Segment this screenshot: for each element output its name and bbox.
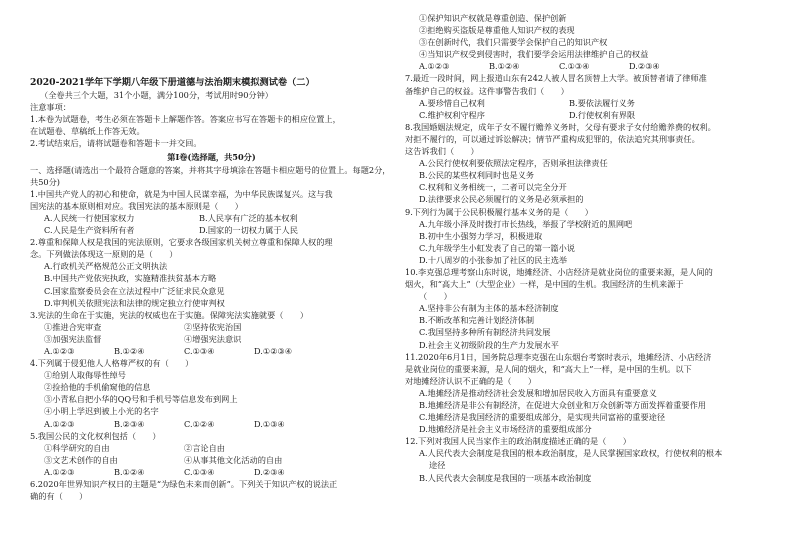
notice-head: 注意事项： — [30, 102, 71, 113]
statement-2: ②拒绝购买盗版是尊重他人知识产权的表现 — [419, 25, 575, 36]
answer-option-row — [405, 109, 777, 121]
option-b: B.公民的某些权利同时也是义务 — [419, 170, 535, 181]
option-c: C.①③④ — [184, 466, 215, 477]
question-stem: 这告诉我们（ ） — [405, 146, 479, 157]
answer-option-row — [30, 418, 393, 430]
option-c: C.①②④ — [184, 418, 215, 429]
option-d: D.②③④ — [254, 466, 285, 477]
part-one-title: 第Ⅰ卷(选择题，共50分) — [167, 152, 256, 163]
notice-item: 2.考试结束后，请将试题卷和答题卡一并交回。 — [30, 138, 202, 149]
option-b: B.②③④ — [114, 418, 145, 429]
option-a: A.行政机关严格规范公正文明执法 — [44, 261, 168, 272]
option-d: D.行使权利有界限 — [569, 109, 636, 120]
option-b: B.人民享有广泛的基本权利 — [199, 212, 298, 223]
answer-option-row — [30, 224, 393, 236]
question-stem: 国宪法的基本原则相对应。我国宪法的基本原则是（ ） — [30, 200, 243, 211]
question-stem: 5.我国公民的文化权利包括（ ） — [30, 430, 161, 441]
question-stem: 2.尊重和保障人权是我国的宪法原则，它要求各级国家机关树立尊重和保障人权的理 — [30, 237, 333, 248]
option-b: B.不断改革和完善计划经济体制 — [419, 315, 535, 326]
option-b: B.①②④ — [489, 61, 520, 72]
statement-3: ③在创新时代，我们只需要学会保护自己的知识产权 — [419, 37, 608, 48]
question-stem: 7.最近一段时间，网上报道山东有242人被人冒名顶替上大学。被顶替者请了律师准 — [405, 73, 707, 84]
question-stem: 10.李克强总理考察山东时说，地摊经济、小店经济是就业岗位的重要来源，是人间的 — [405, 266, 713, 277]
exam-meta: （全卷共三个大题，31个小题，满分100分，考试用时90分钟） — [40, 90, 273, 100]
option-a: A.①②③ — [44, 345, 75, 356]
statement-4: ④增强宪法意识 — [184, 333, 242, 344]
question-stem: 9.下列行为属于公民积极履行基本义务的是（ ） — [405, 206, 593, 217]
question-stem: 是就业岗位的重要来源，是人间的烟火，和“高大上”一样，是中国的生机。以下 — [405, 363, 692, 374]
option-b: B.初中生小强努力学习，积极进取 — [419, 230, 543, 241]
statement-row — [30, 333, 393, 345]
question-stem: 对地摊经济认识不正确的是（ ） — [405, 375, 537, 386]
section-instructions: 一、选择题(请选出一个最符合题意的答案，并将其字母填涂在答题卡相应题号的位置上。每题2分，共50分) — [30, 164, 391, 187]
statement-row — [30, 454, 393, 466]
statement-3: ③小青私自把小华的QQ号和手机号等信息发布到网上 — [44, 394, 238, 405]
statement-1: ①推进合宪审查 — [44, 321, 102, 332]
option-a: A.九年级小泽及时拨打市长热线，举报了学校附近的黑网吧 — [419, 218, 633, 229]
option-a-continued: 途径 — [429, 460, 446, 471]
question-stem: 念。下列做法体现这一原则的是（ ） — [30, 249, 178, 260]
question-stem: 烟火，和“高大上”（大型企业）一样，是中国的生机。我国经济的生机来源于 — [405, 279, 684, 290]
answer-option-row — [30, 466, 393, 478]
option-a: A.①②③ — [44, 418, 75, 429]
answer-option-row — [405, 97, 777, 109]
question-stem: 3.宪法的生命在于实施，宪法的权威也在于实施。保障宪法实施就要（ ） — [30, 309, 309, 320]
option-a: A.人民代表大会制度是我国的根本政治制度，是人民掌握国家政权，行使权利的根本 — [419, 448, 723, 459]
option-b: B.①②④ — [114, 466, 145, 477]
statement-4: ④小明上学迟到被上小光的名字 — [44, 406, 159, 417]
statement-2: ②言论自由 — [184, 442, 225, 453]
option-c: C.人民是生产资料所有者 — [44, 225, 135, 236]
question-stem: （ ） — [419, 291, 452, 302]
question-stem: 1.中国共产党人的初心和使命，就是为中国人民谋幸福，为中华民族谋复兴。这与我 — [30, 188, 333, 199]
question-stem: 4.下列属于侵犯他人人格尊严权的有（ ） — [30, 358, 194, 369]
question-stem: 对拒不履行的，可以通过诉讼解决；情节严重构成犯罪的，依法追究其刑事责任。 — [405, 133, 700, 144]
option-a: A.公民行使权利要依照法定程序，否则承担法律责任 — [419, 158, 608, 169]
statement-2: ②捡拾他的手机偷窥他的信息 — [44, 382, 151, 393]
notice-item: 在试题卷、草稿纸上作答无效。 — [30, 126, 145, 137]
question-stem: 11.2020年6月1日，国务院总理李克强在山东烟台考察时表示，地摊经济、小店经济 — [405, 351, 712, 362]
left-column — [30, 0, 393, 502]
option-c: C.国家监察委员会在立法过程中广泛征求民众意见 — [44, 285, 225, 296]
option-b: B.地摊经济是非公有制经济，在促进大众创业和万众创新等方面发挥着重要作用 — [419, 400, 706, 410]
option-d: D.①③④ — [254, 418, 285, 429]
option-a: A.人民统一行使国家权力 — [44, 212, 135, 223]
option-d: D.①②③④ — [254, 345, 293, 356]
option-c: C.我国坚持多种所有制经济共同发展 — [419, 327, 551, 338]
statement-row — [30, 442, 393, 454]
question-stem: 确的有（ ） — [30, 491, 88, 502]
statement-2: ②坚持依宪治国 — [184, 321, 242, 332]
statement-3: ③文艺术创作的自由 — [44, 454, 118, 465]
option-b: B.要依法履行义务 — [569, 97, 635, 108]
question-stem: 12.下列对我国人民当家作主的政治制度描述正确的是（ ） — [405, 436, 631, 447]
statement-1: ①科学研究的自由 — [44, 442, 110, 453]
option-b: B.①②④ — [114, 345, 145, 356]
notice-item: 1.本卷为试题卷，考生必须在答题卡上解题作答。答案应书写在答题卡的相应位置上， — [30, 114, 341, 125]
question-stem: 6.2020年世界知识产权日的主题是“为绿色未来而创新”。下列关于知识产权的说法正 — [30, 479, 338, 489]
option-c: C.①③④ — [559, 61, 590, 72]
question-stem: 备维护自己的权益。这件事警告我们（ ） — [405, 85, 569, 96]
option-d: D.国家的一切权力属于人民 — [199, 225, 298, 236]
answer-option-row — [30, 212, 393, 224]
right-column — [405, 12, 777, 484]
option-d: D.②③④ — [629, 61, 660, 72]
question-stem: 8.我国婚姻法规定，成年子女不履行赡养义务时，父母有要求子女付给赡养费的权利。 — [405, 121, 716, 132]
statement-4: ④当知识产权受到侵害时，我们要学会运用法律维护自己的权益 — [419, 49, 649, 60]
option-c: C.权利和义务相统一，二者可以完全分开 — [419, 182, 567, 193]
option-a: A.①②③ — [419, 61, 450, 72]
option-d: D.地摊经济是社会主义市场经济的重要组成部分 — [419, 424, 592, 435]
option-a: A.地摊经济是推动经济社会发展和增加居民收入方面具有重要意义 — [419, 387, 657, 398]
option-b: B.中国共产党依宪执政，实施精准扶贫基本方略 — [44, 273, 217, 284]
option-d: D.十八周岁的小张参加了社区的民主选举 — [419, 254, 568, 265]
statement-3: ③加强宪法监督 — [44, 333, 102, 344]
option-a: A.坚持非公有制为主体的基本经济制度 — [419, 303, 559, 314]
statement-1: ①给别人取侮辱性绰号 — [44, 370, 126, 381]
option-b: B.人民代表大会制度是我国的一项基本政治制度 — [419, 472, 592, 483]
statement-4: ④从事其他文化活动的自由 — [184, 454, 283, 465]
answer-option-row — [30, 345, 393, 357]
statement-row — [30, 321, 393, 333]
option-c: C.①③④ — [184, 345, 215, 356]
option-a: A.要珍惜自己权利 — [419, 97, 485, 108]
statement-1: ①保护知识产权就是尊重创造、保护创新 — [419, 13, 567, 23]
option-d: D.法律要求公民必须履行的义务是必须承担的 — [419, 194, 584, 205]
answer-option-row — [405, 60, 777, 72]
exam-title: 2020-2021学年下学期八年级下册道德与法治期末模拟测试卷（二） — [30, 77, 315, 88]
option-a: A.①②③ — [44, 466, 75, 477]
option-c: C.地摊经济是我国经济的重要组成部分，是实现共同富裕的重要途径 — [419, 412, 666, 423]
option-c: C.九年级学生小虹发表了自己的第一篇小说 — [419, 242, 575, 253]
option-d: D.审判机关依照宪法和法律的规定独立行使审判权 — [44, 297, 225, 308]
option-d: D.社会主义初级阶段的生产力发展水平 — [419, 339, 559, 350]
option-c: C.维护权利守程序 — [419, 109, 485, 120]
